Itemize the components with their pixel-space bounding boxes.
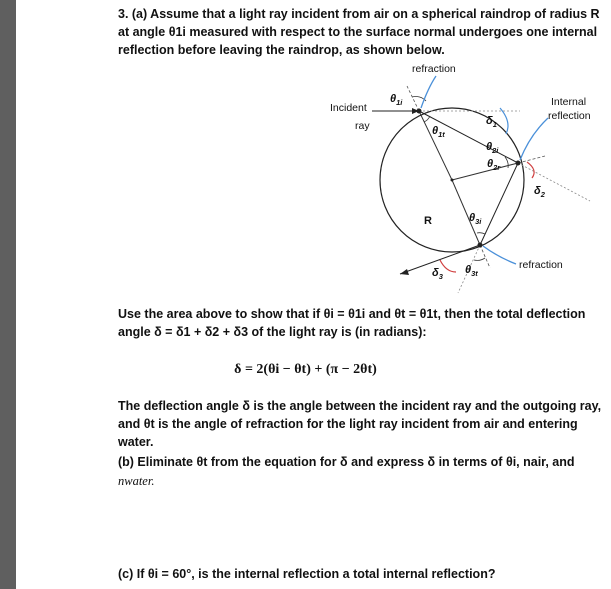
pointer-refraction-bottom (483, 246, 516, 264)
label-theta-2r: $\theta_{2r}$ (487, 158, 501, 172)
part-c: (c) If θi = 60°, is the internal reflection a total internal reflection? (118, 567, 496, 581)
intro-line-3: reflection before leaving the raindrop, as shown below. (118, 43, 445, 57)
definition-line-1: The deflection angle δ is the angle between the incident ray and the outgoing ray, (118, 399, 602, 413)
label-reflection: reflection (548, 110, 591, 122)
delta-2-arc (527, 162, 534, 178)
delta-3-arc (440, 260, 456, 272)
intro-line-2: at angle θ1i measured with respect to the surface normal undergoes one internal (118, 25, 598, 39)
label-delta-2: $\delta_2$ (534, 185, 545, 199)
intro-line-1: 3. (a) Assume that a light ray incident from air on a spherical raindrop of radius R (118, 7, 600, 21)
pointer-internal-reflection (520, 118, 548, 160)
label-refraction-bottom: refraction (519, 259, 563, 271)
label-delta-1: $\delta_1$ (486, 115, 497, 129)
deflection-formula: δ = 2(θi − θt) + (π − 2θt) (234, 362, 377, 377)
label-internal: Internal (551, 96, 587, 108)
label-refraction-top: refraction (412, 63, 456, 75)
label-delta-3: $\delta_3$ (432, 267, 443, 281)
label-ray: ray (355, 120, 370, 132)
label-theta-3t: $\theta_{3t}$ (465, 264, 478, 278)
show-line-1: Use the area above to show that if θi = θ1i and θt = θ1t, then the total deflection (118, 307, 586, 321)
label-incident: Incident (330, 102, 367, 114)
pointer-refraction-top (421, 76, 436, 108)
show-line-2: angle δ = δ1 + δ2 + δ3 of the light ray is (in radians): (118, 325, 427, 339)
label-theta-3i: $\theta_{3i}$ (469, 212, 482, 226)
left-border (0, 0, 16, 589)
raindrop-diagram (320, 60, 610, 295)
label-theta-1t: $\theta_{1t}$ (432, 125, 445, 139)
label-theta-2i: $\theta_{2i}$ (486, 141, 499, 155)
label-radius: R (424, 215, 432, 227)
definition-line-2: and θt is the angle of refraction for the light ray incident from air and entering water. (118, 417, 578, 449)
label-theta-1i: $\theta_{1i}$ (390, 93, 403, 107)
part-b-line-1: (b) Eliminate θt from the equation for δ and express δ in terms of θi, nair, and (118, 455, 575, 469)
part-b-line-2: nwater. (118, 474, 155, 488)
